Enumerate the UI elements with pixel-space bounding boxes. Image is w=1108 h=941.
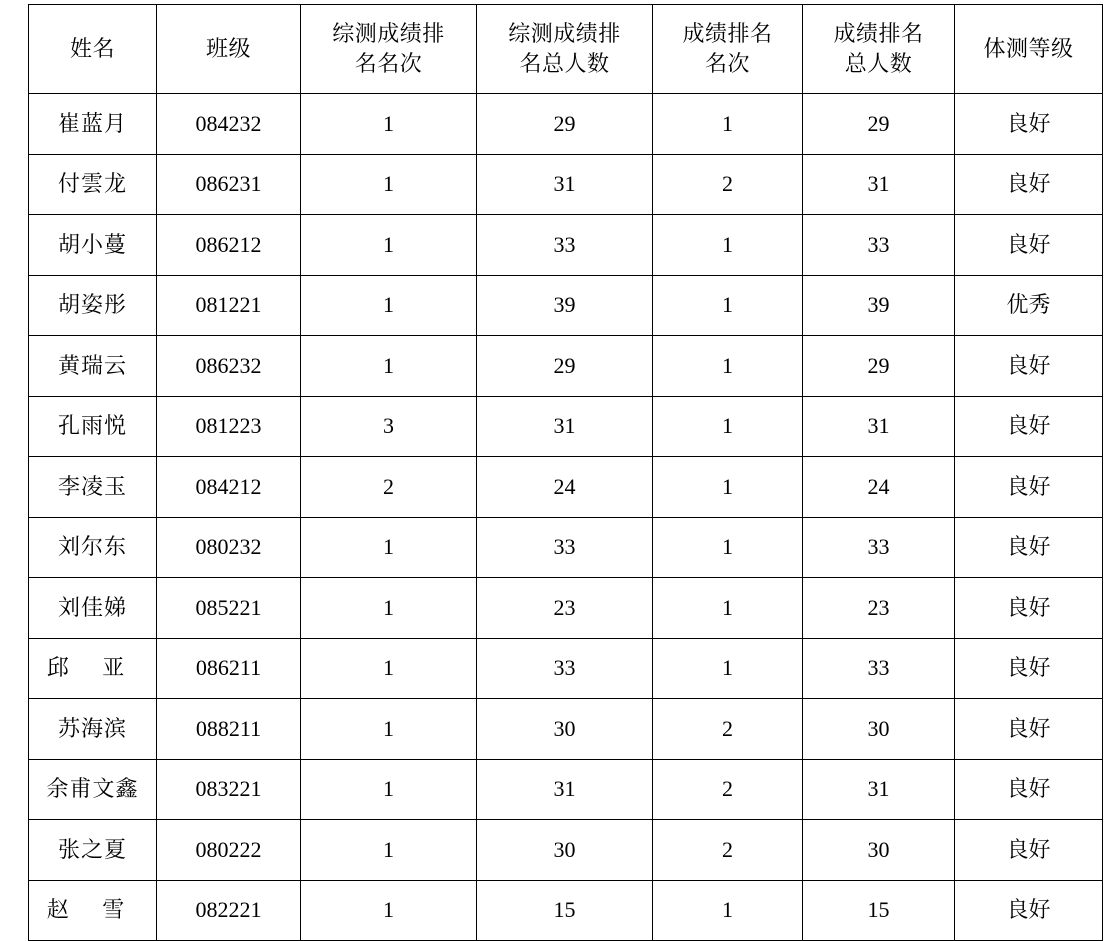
cell-name: 黄瑞云 — [29, 336, 157, 397]
cell-fitness-level: 良好 — [955, 457, 1103, 518]
column-header-score-rank-line-1: 成绩排名 — [682, 21, 773, 47]
cell-score-total: 30 — [803, 699, 955, 760]
cell-fitness-level: 良好 — [955, 517, 1103, 578]
cell-name: 胡小蔓 — [29, 215, 157, 276]
cell-fitness-level: 优秀 — [955, 275, 1103, 336]
cell-class: 081223 — [157, 396, 301, 457]
table-row — [29, 638, 1103, 699]
column-header-comprehensive-total-line-1: 综测成绩排 — [508, 21, 621, 47]
grade-table — [28, 4, 1103, 941]
column-header-score-rank-line-2: 名次 — [704, 51, 750, 76]
table-body — [29, 94, 1103, 941]
cell-comprehensive-total: 33 — [477, 215, 653, 276]
cell-fitness-level: 良好 — [955, 759, 1103, 820]
table-row — [29, 820, 1103, 881]
table-header — [29, 5, 1103, 94]
cell-score-total: 29 — [803, 94, 955, 155]
cell-comprehensive-rank: 2 — [301, 457, 477, 518]
column-header-fitness-level — [955, 5, 1103, 94]
column-header-score-total-line-1: 成绩排名 — [833, 21, 924, 47]
cell-score-rank: 1 — [653, 396, 803, 457]
table-row — [29, 759, 1103, 820]
cell-score-rank: 1 — [653, 880, 803, 941]
cell-score-rank: 2 — [653, 759, 803, 820]
cell-score-total: 33 — [803, 517, 955, 578]
cell-fitness-level: 良好 — [955, 578, 1103, 639]
table-row — [29, 699, 1103, 760]
cell-class: 086232 — [157, 336, 301, 397]
cell-name: 苏海滨 — [29, 699, 157, 760]
cell-class: 080222 — [157, 820, 301, 881]
cell-comprehensive-total: 31 — [477, 759, 653, 820]
table-row — [29, 336, 1103, 397]
cell-score-rank: 1 — [653, 578, 803, 639]
column-header-comprehensive-rank — [301, 5, 477, 94]
cell-comprehensive-total: 33 — [477, 638, 653, 699]
cell-fitness-level: 良好 — [955, 396, 1103, 457]
table-row — [29, 154, 1103, 215]
cell-class: 086211 — [157, 638, 301, 699]
cell-comprehensive-total: 24 — [477, 457, 653, 518]
cell-comprehensive-rank: 1 — [301, 699, 477, 760]
cell-comprehensive-total: 33 — [477, 517, 653, 578]
cell-fitness-level: 良好 — [955, 154, 1103, 215]
cell-score-rank: 1 — [653, 275, 803, 336]
cell-class: 081221 — [157, 275, 301, 336]
cell-comprehensive-total: 29 — [477, 94, 653, 155]
cell-class: 088211 — [157, 699, 301, 760]
cell-class: 084232 — [157, 94, 301, 155]
cell-fitness-level: 良好 — [955, 699, 1103, 760]
cell-name: 余甫文鑫 — [29, 759, 157, 820]
cell-class: 086231 — [157, 154, 301, 215]
cell-comprehensive-rank: 1 — [301, 94, 477, 155]
column-header-score-rank — [653, 5, 803, 94]
column-header-fitness-level-line-1: 体测等级 — [983, 36, 1074, 62]
cell-comprehensive-total: 29 — [477, 336, 653, 397]
table-row — [29, 215, 1103, 276]
cell-class: 080232 — [157, 517, 301, 578]
cell-score-total: 31 — [803, 154, 955, 215]
table-row — [29, 457, 1103, 518]
cell-comprehensive-rank: 1 — [301, 880, 477, 941]
cell-name: 邱 亚 — [29, 638, 157, 699]
cell-name: 赵 雪 — [29, 880, 157, 941]
cell-name: 张之夏 — [29, 820, 157, 881]
cell-fitness-level: 良好 — [955, 336, 1103, 397]
cell-comprehensive-total: 15 — [477, 880, 653, 941]
cell-name: 刘佳娣 — [29, 578, 157, 639]
column-header-score-total — [803, 5, 955, 94]
cell-fitness-level: 良好 — [955, 638, 1103, 699]
cell-comprehensive-rank: 1 — [301, 517, 477, 578]
column-header-comprehensive-rank-line-2: 名名次 — [354, 51, 423, 76]
cell-score-rank: 1 — [653, 336, 803, 397]
cell-name: 胡姿彤 — [29, 275, 157, 336]
cell-comprehensive-rank: 1 — [301, 275, 477, 336]
cell-fitness-level: 良好 — [955, 94, 1103, 155]
cell-score-rank: 1 — [653, 457, 803, 518]
cell-name: 付雲龙 — [29, 154, 157, 215]
cell-comprehensive-rank: 1 — [301, 215, 477, 276]
cell-score-total: 24 — [803, 457, 955, 518]
column-header-name-line-1: 姓名 — [69, 36, 115, 62]
table-row — [29, 275, 1103, 336]
column-header-comprehensive-total — [477, 5, 653, 94]
cell-comprehensive-total: 23 — [477, 578, 653, 639]
table-row — [29, 396, 1103, 457]
cell-score-rank: 1 — [653, 517, 803, 578]
cell-fitness-level: 良好 — [955, 820, 1103, 881]
cell-score-total: 15 — [803, 880, 955, 941]
cell-name: 刘尔东 — [29, 517, 157, 578]
cell-name: 崔蓝月 — [29, 94, 157, 155]
cell-class: 085221 — [157, 578, 301, 639]
cell-comprehensive-total: 39 — [477, 275, 653, 336]
cell-class: 083221 — [157, 759, 301, 820]
cell-score-total: 30 — [803, 820, 955, 881]
table-row — [29, 517, 1103, 578]
cell-comprehensive-total: 30 — [477, 820, 653, 881]
cell-score-total: 33 — [803, 215, 955, 276]
table-row — [29, 94, 1103, 155]
cell-score-total: 39 — [803, 275, 955, 336]
column-header-class — [157, 5, 301, 94]
cell-score-rank: 1 — [653, 215, 803, 276]
column-header-name — [29, 5, 157, 94]
column-header-comprehensive-rank-line-1: 综测成绩排 — [332, 21, 445, 47]
cell-score-total: 31 — [803, 759, 955, 820]
cell-comprehensive-total: 31 — [477, 154, 653, 215]
cell-score-total: 23 — [803, 578, 955, 639]
cell-score-rank: 2 — [653, 699, 803, 760]
column-header-score-total-line-2: 总人数 — [844, 51, 913, 76]
column-header-class-line-1: 班级 — [205, 36, 251, 62]
cell-score-total: 29 — [803, 336, 955, 397]
cell-comprehensive-rank: 1 — [301, 336, 477, 397]
cell-score-total: 33 — [803, 638, 955, 699]
table-header-row — [29, 5, 1103, 94]
cell-comprehensive-rank: 1 — [301, 578, 477, 639]
cell-comprehensive-rank: 3 — [301, 396, 477, 457]
cell-comprehensive-total: 30 — [477, 699, 653, 760]
cell-comprehensive-total: 31 — [477, 396, 653, 457]
cell-fitness-level: 良好 — [955, 215, 1103, 276]
cell-name: 李凌玉 — [29, 457, 157, 518]
cell-class: 082221 — [157, 880, 301, 941]
table-row — [29, 578, 1103, 639]
column-header-comprehensive-total-line-2: 名总人数 — [519, 51, 610, 76]
cell-score-rank: 1 — [653, 94, 803, 155]
cell-fitness-level: 良好 — [955, 880, 1103, 941]
cell-comprehensive-rank: 1 — [301, 820, 477, 881]
cell-class: 084212 — [157, 457, 301, 518]
cell-score-rank: 1 — [653, 638, 803, 699]
cell-comprehensive-rank: 1 — [301, 638, 477, 699]
cell-comprehensive-rank: 1 — [301, 154, 477, 215]
cell-class: 086212 — [157, 215, 301, 276]
cell-score-rank: 2 — [653, 820, 803, 881]
cell-name: 孔雨悦 — [29, 396, 157, 457]
table-row — [29, 880, 1103, 941]
cell-score-rank: 2 — [653, 154, 803, 215]
cell-score-total: 31 — [803, 396, 955, 457]
cell-comprehensive-rank: 1 — [301, 759, 477, 820]
